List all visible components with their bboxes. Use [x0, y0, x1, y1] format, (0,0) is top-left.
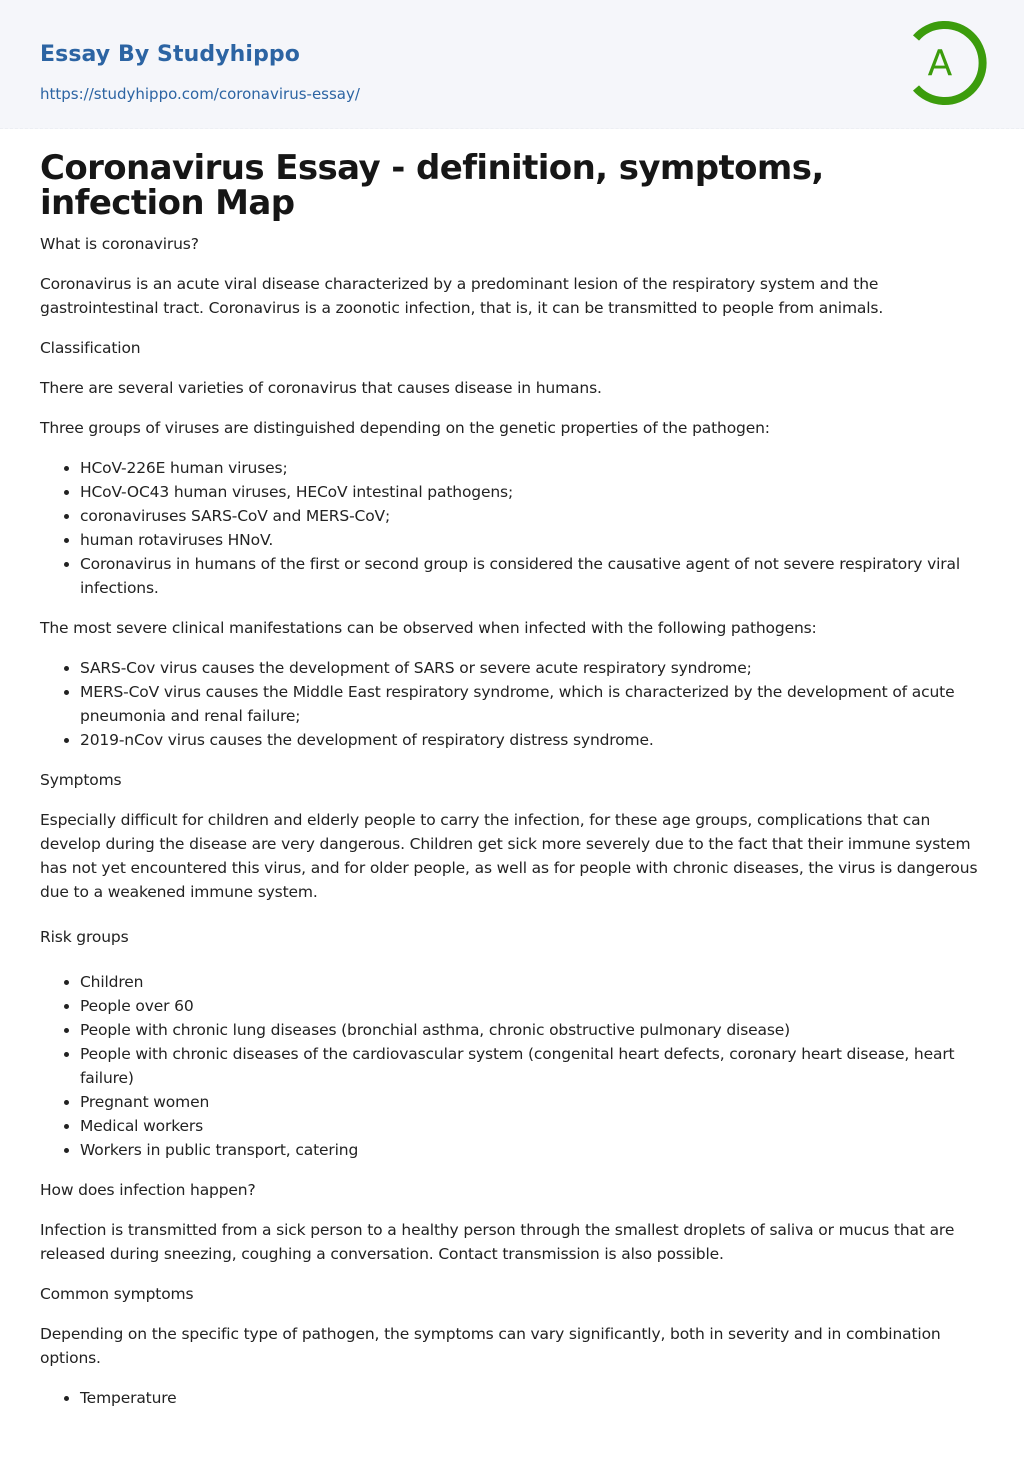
- list-item: • MERS-CoV virus causes the Middle East respiratory syndrome, which is characterized by the development of acute pneumonia and renal failure;: [80, 680, 990, 728]
- list-item: • Coronavirus in humans of the first or second group is considered the causative agent of not severe respiratory viral infections.: [80, 552, 990, 600]
- severe-pathogens-list: [80, 656, 990, 752]
- paragraph: Coronavirus is an acute viral disease characterized by a predominant lesion of the respiratory system and the gastrointestinal tract. Coronavirus is a zoonotic infection, that is, it can be transmitted to people from animals.: [40, 275, 884, 317]
- risk-groups-list: [80, 970, 990, 1162]
- list-item: • People over 60: [80, 994, 990, 1018]
- list-item: • People with chronic lung diseases (bronchial asthma, chronic obstructive pulmonary disease): [80, 1018, 990, 1042]
- article-body: [40, 232, 990, 1426]
- site-header: [0, 0, 1024, 129]
- paragraph: Infection is transmitted from a sick person to a healthy person through the smallest droplets of saliva or mucus that are released during sneezing, coughing a conversation. Contact transmission is also possible.: [40, 1221, 955, 1263]
- list-item: • Children: [80, 970, 990, 994]
- list-item: • HCoV-226E human viruses;: [80, 456, 990, 480]
- article-title: Coronavirus Essay - definition, symptoms, infection Map: [40, 148, 824, 223]
- paragraph: There are several varieties of coronavirus that causes disease in humans.: [40, 379, 602, 397]
- list-item: • Pregnant women: [80, 1090, 990, 1114]
- brand-title: Essay By Studyhippo: [40, 42, 300, 67]
- paragraph: Depending on the specific type of pathogen, the symptoms can vary significantly, both in severity and in combination options.: [40, 1325, 941, 1367]
- logo-letter: A: [927, 43, 953, 84]
- studyhippo-logo[interactable]: [900, 20, 990, 106]
- list-item: • Medical workers: [80, 1114, 990, 1138]
- paragraph: Risk groups: [40, 928, 129, 946]
- list-item: • Temperature: [80, 1386, 990, 1410]
- paragraph: Common symptoms: [40, 1285, 194, 1303]
- list-item: • human rotaviruses HNoV.: [80, 528, 990, 552]
- paragraph: Symptoms: [40, 771, 122, 789]
- common-symptoms-list: [80, 1386, 990, 1410]
- paragraph: How does infection happen?: [40, 1181, 256, 1199]
- paragraph: What is coronavirus?: [40, 235, 199, 253]
- list-item: • HCoV-OC43 human viruses, HECoV intestinal pathogens;: [80, 480, 990, 504]
- list-item: • Workers in public transport, catering: [80, 1138, 990, 1162]
- virus-groups-list: [80, 456, 990, 600]
- paragraph: Especially difficult for children and elderly people to carry the infection, for these age groups, complications that can develop during the disease are very dangerous. Children get sick more severely due to the fact that their immune system has not yet encountered this virus, and for older people, as well as for people with chronic diseases, the virus is dangerous due to a weakened immune system.: [40, 811, 978, 901]
- paragraph: Classification: [40, 339, 141, 357]
- list-item: • SARS-Cov virus causes the development of SARS or severe acute respiratory syndrome;: [80, 656, 990, 680]
- list-item: • 2019-nCov virus causes the development of respiratory distress syndrome.: [80, 728, 990, 752]
- list-item: • coronaviruses SARS-CoV and MERS-CoV;: [80, 504, 990, 528]
- list-item: • People with chronic diseases of the cardiovascular system (congenital heart defects, coronary heart disease, heart failure): [80, 1042, 990, 1090]
- paragraph: The most severe clinical manifestations can be observed when infected with the following pathogens:: [40, 619, 817, 637]
- page-url-link[interactable]: https://studyhippo.com/coronavirus-essay/: [40, 85, 360, 103]
- logo-icon: [900, 20, 990, 106]
- paragraph: Three groups of viruses are distinguished depending on the genetic properties of the pathogen:: [40, 419, 770, 437]
